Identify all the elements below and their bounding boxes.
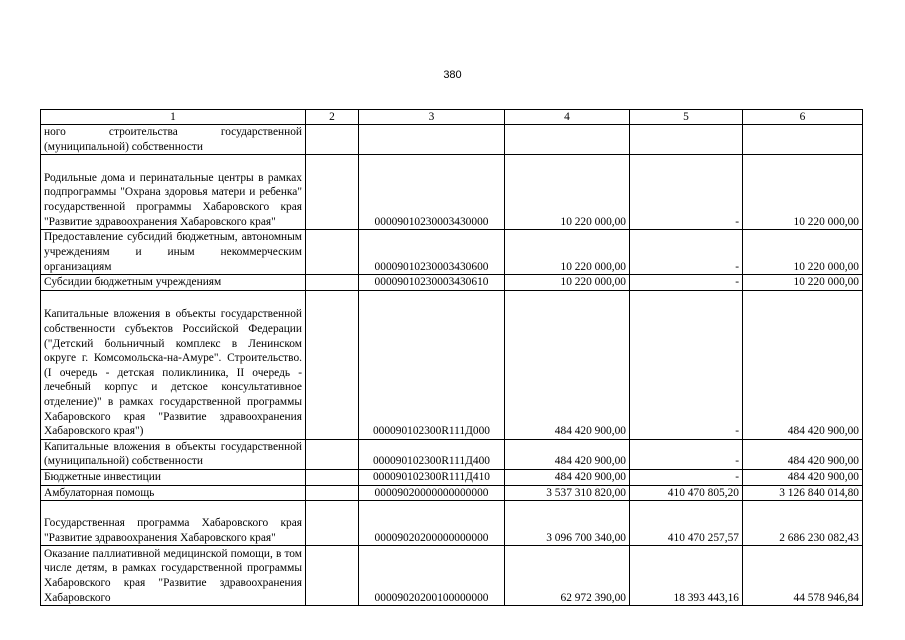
table-row bbox=[41, 125, 863, 155]
row-type bbox=[306, 439, 359, 469]
row-remainder: 10 220 000,00 bbox=[743, 275, 863, 291]
row-executed: 410 470 805,20 bbox=[630, 485, 743, 501]
row-remainder: 484 420 900,00 bbox=[743, 469, 863, 485]
row-remainder: 44 578 946,84 bbox=[743, 546, 863, 606]
row-approved: 62 972 390,00 bbox=[505, 546, 630, 606]
row-remainder: 10 220 000,00 bbox=[743, 230, 863, 275]
row-code: 00009020200000000000 bbox=[359, 501, 505, 546]
row-approved: 484 420 900,00 bbox=[505, 439, 630, 469]
table-row bbox=[41, 485, 863, 501]
row-executed: 18 393 443,16 bbox=[630, 546, 743, 606]
row-executed: - bbox=[630, 230, 743, 275]
row-type bbox=[306, 290, 359, 439]
column-header: 5 bbox=[630, 110, 743, 125]
table-row bbox=[41, 439, 863, 469]
table-row bbox=[41, 469, 863, 485]
row-approved: 3 096 700 340,00 bbox=[505, 501, 630, 546]
row-executed bbox=[630, 125, 743, 155]
row-remainder: 484 420 900,00 bbox=[743, 290, 863, 439]
row-approved: 3 537 310 820,00 bbox=[505, 485, 630, 501]
row-executed: - bbox=[630, 439, 743, 469]
row-executed: - bbox=[630, 469, 743, 485]
row-type bbox=[306, 485, 359, 501]
row-executed: 410 470 257,57 bbox=[630, 501, 743, 546]
row-type bbox=[306, 501, 359, 546]
row-approved: 484 420 900,00 bbox=[505, 290, 630, 439]
row-name: Оказание паллиативной медицинской помощи, в том числе детям, в рамках государственной программы Хабаровского края "Развитие здравоохранения Хабаровского bbox=[41, 546, 306, 606]
row-approved: 10 220 000,00 bbox=[505, 275, 630, 291]
row-remainder: 10 220 000,00 bbox=[743, 155, 863, 230]
row-name: Амбулаторная помощь bbox=[41, 485, 306, 501]
row-approved: 10 220 000,00 bbox=[505, 155, 630, 230]
row-name: Капитальные вложения в объекты государственной (муниципальной) собственности bbox=[41, 439, 306, 469]
row-name: ного строительства государственной (муниципальной) собственности bbox=[41, 125, 306, 155]
row-type bbox=[306, 155, 359, 230]
row-approved bbox=[505, 125, 630, 155]
row-executed: - bbox=[630, 275, 743, 291]
row-name: Государственная программа Хабаровского края "Развитие здравоохранения Хабаровского края" bbox=[41, 501, 306, 546]
column-header: 3 bbox=[359, 110, 505, 125]
row-code: 00009010230003430600 bbox=[359, 230, 505, 275]
table-row bbox=[41, 501, 863, 546]
row-remainder: 484 420 900,00 bbox=[743, 439, 863, 469]
row-executed: - bbox=[630, 290, 743, 439]
row-name: Субсидии бюджетным учреждениям bbox=[41, 275, 306, 291]
row-type bbox=[306, 125, 359, 155]
row-code: 00009010230003430000 bbox=[359, 155, 505, 230]
row-code: 000090102300R111Д410 bbox=[359, 469, 505, 485]
row-type bbox=[306, 546, 359, 606]
row-code: 00009020200100000000 bbox=[359, 546, 505, 606]
column-header: 6 bbox=[743, 110, 863, 125]
budget-table bbox=[40, 109, 863, 606]
page-number: 380 bbox=[443, 69, 462, 81]
row-name: Бюджетные инвестиции bbox=[41, 469, 306, 485]
row-remainder: 3 126 840 014,80 bbox=[743, 485, 863, 501]
row-type bbox=[306, 469, 359, 485]
table-row bbox=[41, 275, 863, 291]
column-header: 1 bbox=[41, 110, 306, 125]
table-row bbox=[41, 155, 863, 230]
row-executed: - bbox=[630, 155, 743, 230]
table-row bbox=[41, 546, 863, 606]
row-approved: 10 220 000,00 bbox=[505, 230, 630, 275]
table-header-row bbox=[41, 110, 863, 125]
row-code: 00009010230003430610 bbox=[359, 275, 505, 291]
column-header: 2 bbox=[306, 110, 359, 125]
row-name: Родильные дома и перинатальные центры в рамках подпрограммы "Охрана здоровья матери и ребенка" государственной программы Хабаровского края "Развитие здравоохранения Хабаровского края" bbox=[41, 155, 306, 230]
row-code: 00009020000000000000 bbox=[359, 485, 505, 501]
row-approved: 484 420 900,00 bbox=[505, 469, 630, 485]
row-name: Капитальные вложения в объекты государственной собственности субъектов Российской Федерации ("Детский больничный комплекс в Ленинском округе г. Комсомольска-на-Амуре". Строительство. (I очередь - детская поликлиника, II очередь - лечебный корпус и детское консультативное отделение)" в рамках государственной программы Хабаровского края "Развитие здравоохранения Хабаровского края") bbox=[41, 290, 306, 439]
row-code: 000090102300R111Д400 bbox=[359, 439, 505, 469]
row-remainder: 2 686 230 082,43 bbox=[743, 501, 863, 546]
table-row bbox=[41, 290, 863, 439]
row-type bbox=[306, 230, 359, 275]
table-row bbox=[41, 230, 863, 275]
row-code bbox=[359, 125, 505, 155]
row-remainder bbox=[743, 125, 863, 155]
row-code: 000090102300R111Д000 bbox=[359, 290, 505, 439]
column-header: 4 bbox=[505, 110, 630, 125]
row-type bbox=[306, 275, 359, 291]
row-name: Предоставление субсидий бюджетным, автономным учреждениям и иным некоммерческим организациям bbox=[41, 230, 306, 275]
